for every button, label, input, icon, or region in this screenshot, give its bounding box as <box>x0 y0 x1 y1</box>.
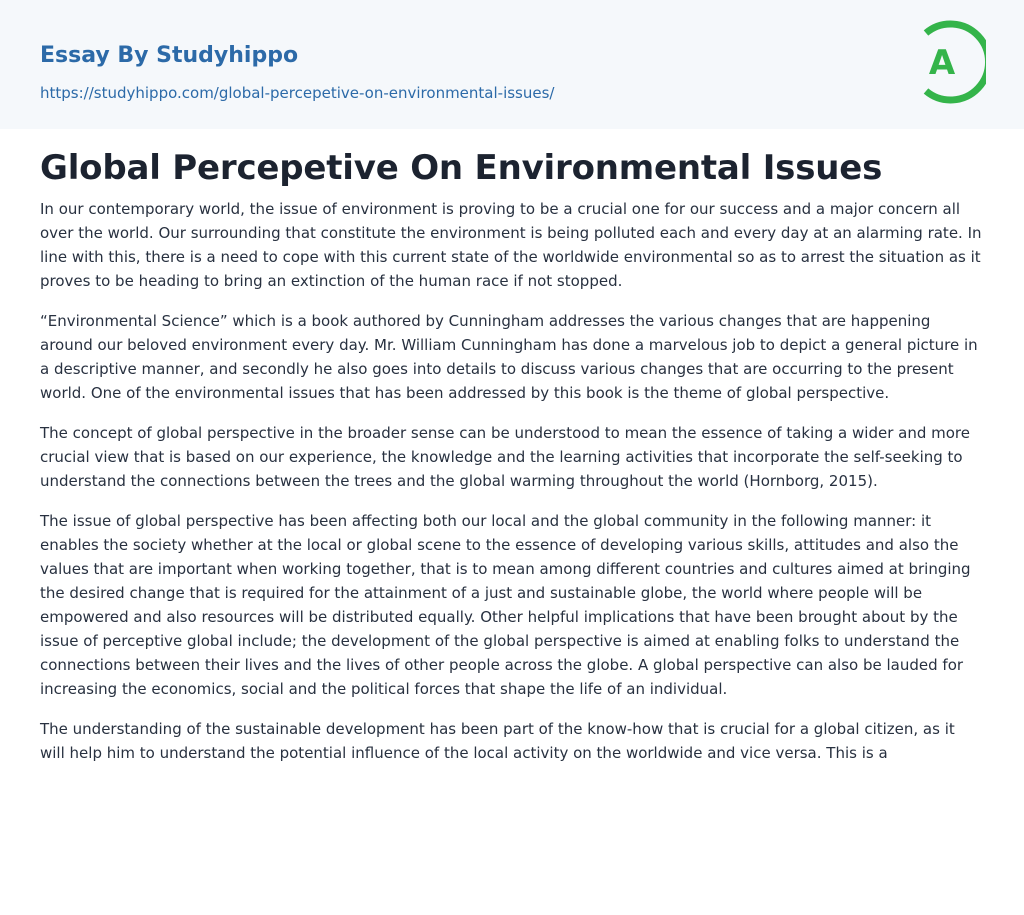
paragraph: In our contemporary world, the issue of environment is proving to be a crucial one for our success and a major concern all over the world. Our surrounding that constitute the environment is being polluted each and every day at an alarming rate. In line with this, there is a need to cope with this current state of the worldwide environmental so as to arrest the situation as it proves to be heading to bring an extinction of the human race if not stopped. <box>40 200 982 290</box>
page-title: Global Percepetive On Environmental Issues <box>40 148 883 188</box>
studyhippo-logo-icon[interactable] <box>916 19 986 105</box>
logo-letter: A <box>928 43 956 83</box>
brand-title: Essay By Studyhippo <box>40 43 299 68</box>
page-header <box>0 0 1024 129</box>
paragraph: The issue of global perspective has been affecting both our local and the global community in the following manner: it enables the society whether at the local or global scene to the essence of developing various skills, attitudes and also the values that are important when working together, that is to mean among different countries and cultures aimed at bringing the desired change that is required for the attainment of a just and sustainable globe, the world where people will be empowered and also resources will be distributed equally. Other helpful implications that have been brought about by the issue of perceptive global include; the development of the global perspective is aimed at enabling folks to understand the connections between their lives and the lives of other people across the globe. A global perspective can also be lauded for increasing the economics, social and the political forces that shape the life of an individual. <box>40 512 971 698</box>
paragraph: The concept of global perspective in the broader sense can be understood to mean the essence of taking a wider and more crucial view that is based on our experience, the knowledge and the learning activities that incorporate the self-seeking to understand the connections between the trees and the global warming throughout the world (Hornborg, 2015). <box>40 424 970 490</box>
paragraph: “Environmental Science” which is a book authored by Cunningham addresses the various changes that are happening around our beloved environment every day. Mr. William Cunningham has done a marvelous job to depict a general picture in a descriptive manner, and secondly he also goes into details to discuss various changes that are occurring to the present world. One of the environmental issues that has been addressed by this book is the theme of global perspective. <box>40 312 978 402</box>
paragraph: The understanding of the sustainable development has been part of the know-how that is crucial for a global citizen, as it will help him to understand the potential influence of the local activity on the worldwide and vice versa. This is a <box>40 720 955 762</box>
article <box>0 129 1024 765</box>
source-url-link[interactable]: https://studyhippo.com/global-percepetive-on-environmental-issues/ <box>40 84 555 102</box>
